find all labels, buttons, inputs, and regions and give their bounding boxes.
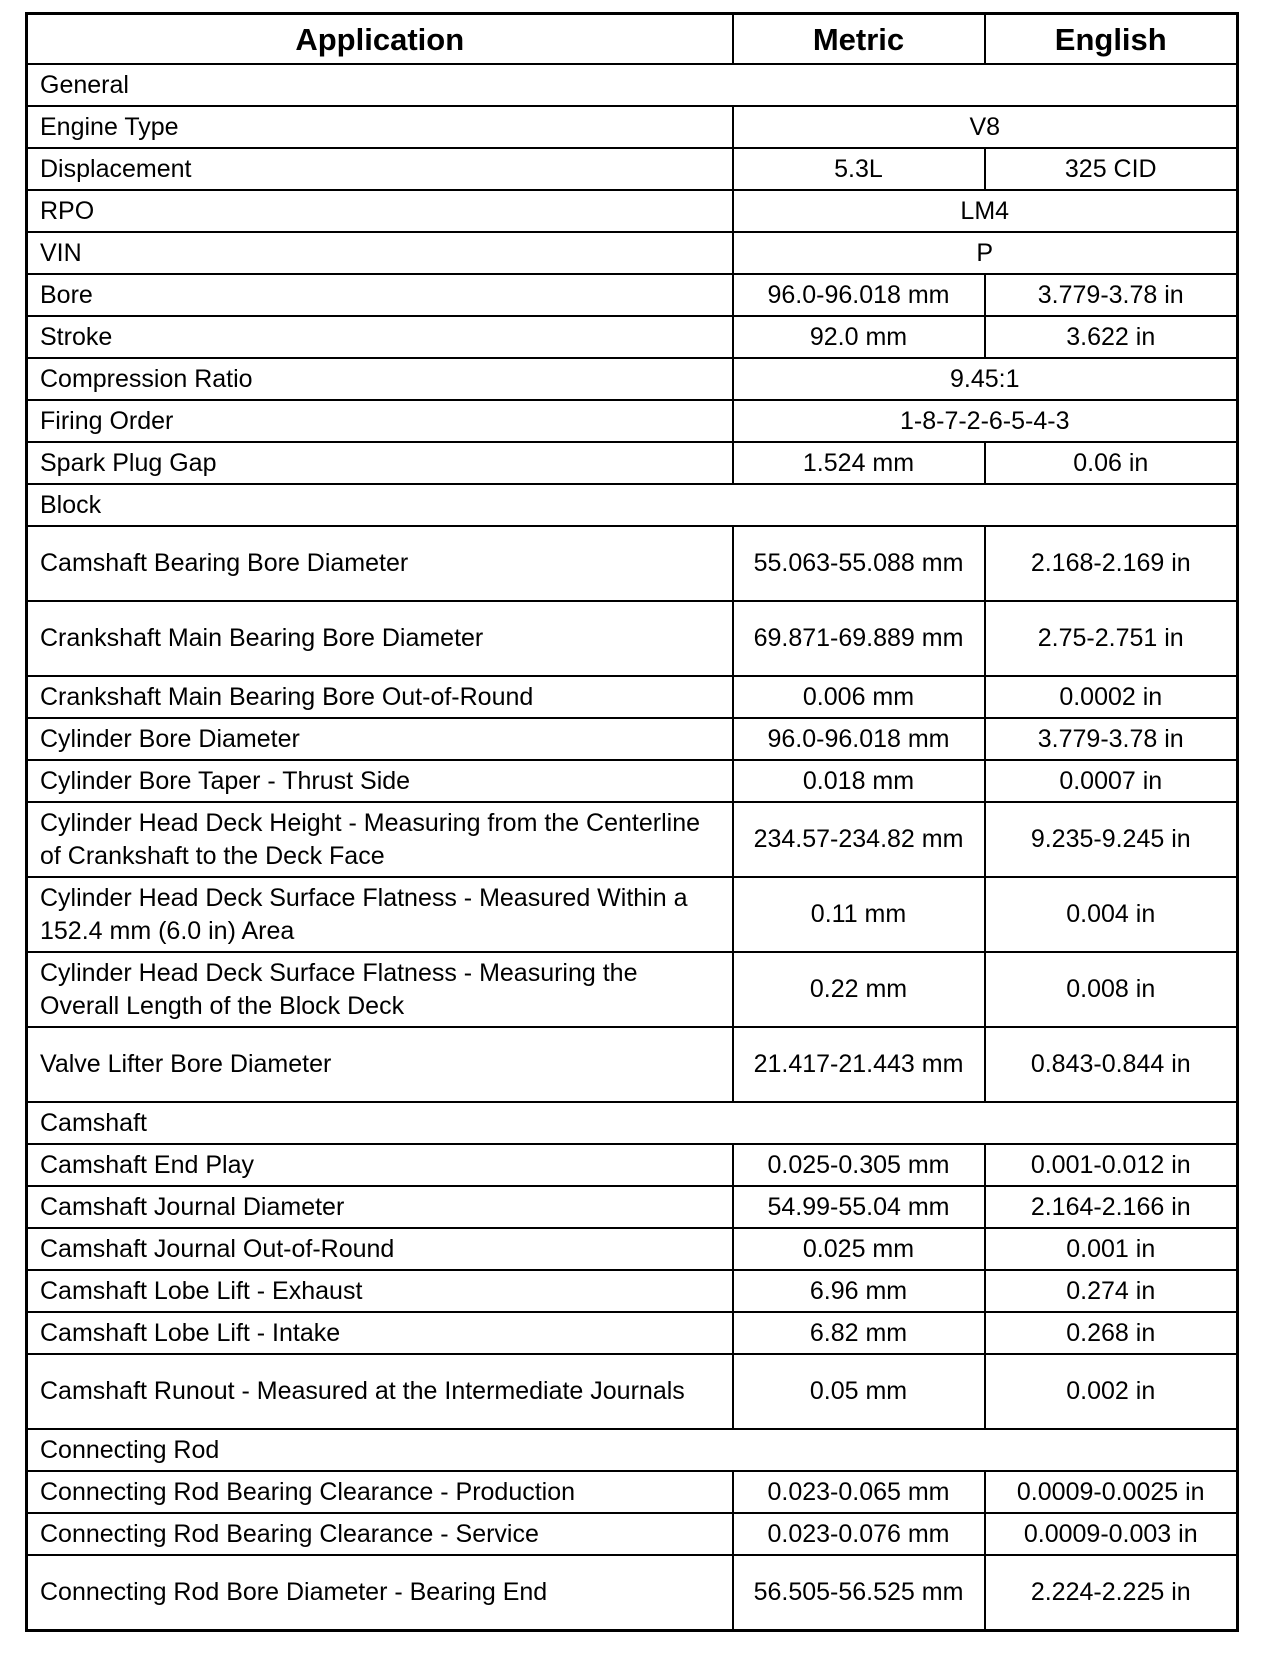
application-cell: Cylinder Head Deck Surface Flatness - Measured Within a 152.4 mm (6.0 in) Area (27, 877, 733, 952)
application-cell: Cylinder Head Deck Height - Measuring from the Centerline of Crankshaft to the Deck Face (27, 802, 733, 877)
english-cell: 0.0002 in (985, 676, 1238, 718)
table-row (27, 106, 1238, 148)
metric-cell: 0.025-0.305 mm (733, 1144, 985, 1186)
english-cell: 0.268 in (985, 1312, 1238, 1354)
header-metric: Metric (733, 14, 985, 65)
english-cell: 3.779-3.78 in (985, 274, 1238, 316)
table-row (27, 1027, 1238, 1102)
english-cell: 0.06 in (985, 442, 1238, 484)
value-cell: LM4 (733, 190, 1238, 232)
english-cell: 0.843-0.844 in (985, 1027, 1238, 1102)
table-row (27, 274, 1238, 316)
metric-cell: 0.11 mm (733, 877, 985, 952)
value-cell: P (733, 232, 1238, 274)
english-cell: 3.779-3.78 in (985, 718, 1238, 760)
section-heading: General (27, 64, 1238, 106)
metric-cell: 234.57-234.82 mm (733, 802, 985, 877)
application-cell: RPO (27, 190, 733, 232)
metric-cell: 0.018 mm (733, 760, 985, 802)
table-row (27, 190, 1238, 232)
metric-cell: 55.063-55.088 mm (733, 526, 985, 601)
table-row (27, 1228, 1238, 1270)
section-row (27, 1102, 1238, 1144)
metric-cell: 0.006 mm (733, 676, 985, 718)
table-row (27, 952, 1238, 1027)
application-cell: Crankshaft Main Bearing Bore Out-of-Round (27, 676, 733, 718)
application-cell: Compression Ratio (27, 358, 733, 400)
section-row (27, 64, 1238, 106)
value-cell: V8 (733, 106, 1238, 148)
english-cell: 0.274 in (985, 1270, 1238, 1312)
header-application: Application (27, 14, 733, 65)
application-cell: Connecting Rod Bore Diameter - Bearing End (27, 1555, 733, 1631)
engine-spec-sheet (25, 12, 1236, 1632)
english-cell: 0.004 in (985, 877, 1238, 952)
application-cell: Displacement (27, 148, 733, 190)
english-cell: 2.168-2.169 in (985, 526, 1238, 601)
application-cell: Camshaft Journal Out-of-Round (27, 1228, 733, 1270)
metric-cell: 96.0-96.018 mm (733, 718, 985, 760)
metric-cell: 0.023-0.065 mm (733, 1471, 985, 1513)
english-cell: 2.75-2.751 in (985, 601, 1238, 676)
english-cell: 0.001 in (985, 1228, 1238, 1270)
section-heading: Camshaft (27, 1102, 1238, 1144)
value-cell: 9.45:1 (733, 358, 1238, 400)
table-row (27, 316, 1238, 358)
application-cell: Bore (27, 274, 733, 316)
application-cell: Spark Plug Gap (27, 442, 733, 484)
english-cell: 0.0009-0.0025 in (985, 1471, 1238, 1513)
application-cell: Camshaft Journal Diameter (27, 1186, 733, 1228)
english-cell: 0.0007 in (985, 760, 1238, 802)
application-cell: Camshaft Lobe Lift - Exhaust (27, 1270, 733, 1312)
table-row (27, 148, 1238, 190)
header-english: English (985, 14, 1238, 65)
metric-cell: 54.99-55.04 mm (733, 1186, 985, 1228)
table-row (27, 232, 1238, 274)
table-row (27, 1354, 1238, 1429)
english-cell: 0.0009-0.003 in (985, 1513, 1238, 1555)
application-cell: Cylinder Bore Taper - Thrust Side (27, 760, 733, 802)
metric-cell: 56.505-56.525 mm (733, 1555, 985, 1631)
table-row (27, 1270, 1238, 1312)
metric-cell: 0.05 mm (733, 1354, 985, 1429)
engine-specifications-table (25, 12, 1239, 1632)
table-row (27, 1144, 1238, 1186)
table-row (27, 760, 1238, 802)
metric-cell: 6.82 mm (733, 1312, 985, 1354)
metric-cell: 5.3L (733, 148, 985, 190)
table-row (27, 676, 1238, 718)
english-cell: 3.622 in (985, 316, 1238, 358)
english-cell: 0.002 in (985, 1354, 1238, 1429)
application-cell: Camshaft Bearing Bore Diameter (27, 526, 733, 601)
metric-cell: 0.025 mm (733, 1228, 985, 1270)
metric-cell: 0.22 mm (733, 952, 985, 1027)
table-row (27, 877, 1238, 952)
metric-cell: 69.871-69.889 mm (733, 601, 985, 676)
section-heading: Connecting Rod (27, 1429, 1238, 1471)
english-cell: 2.224-2.225 in (985, 1555, 1238, 1631)
table-row (27, 1471, 1238, 1513)
table-body (27, 64, 1238, 1631)
application-cell: VIN (27, 232, 733, 274)
table-row (27, 400, 1238, 442)
table-row (27, 358, 1238, 400)
metric-cell: 0.023-0.076 mm (733, 1513, 985, 1555)
application-cell: Firing Order (27, 400, 733, 442)
english-cell: 2.164-2.166 in (985, 1186, 1238, 1228)
table-row (27, 601, 1238, 676)
english-cell: 0.001-0.012 in (985, 1144, 1238, 1186)
table-row (27, 1555, 1238, 1631)
table-header-row (27, 14, 1238, 65)
table-row (27, 1513, 1238, 1555)
application-cell: Cylinder Bore Diameter (27, 718, 733, 760)
english-cell: 9.235-9.245 in (985, 802, 1238, 877)
metric-cell: 96.0-96.018 mm (733, 274, 985, 316)
english-cell: 0.008 in (985, 952, 1238, 1027)
section-heading: Block (27, 484, 1238, 526)
application-cell: Camshaft Lobe Lift - Intake (27, 1312, 733, 1354)
metric-cell: 92.0 mm (733, 316, 985, 358)
application-cell: Camshaft Runout - Measured at the Intermediate Journals (27, 1354, 733, 1429)
section-row (27, 484, 1238, 526)
english-cell: 325 CID (985, 148, 1238, 190)
application-cell: Cylinder Head Deck Surface Flatness - Measuring the Overall Length of the Block Deck (27, 952, 733, 1027)
table-row (27, 442, 1238, 484)
metric-cell: 6.96 mm (733, 1270, 985, 1312)
table-row (27, 526, 1238, 601)
application-cell: Crankshaft Main Bearing Bore Diameter (27, 601, 733, 676)
application-cell: Stroke (27, 316, 733, 358)
application-cell: Connecting Rod Bearing Clearance - Production (27, 1471, 733, 1513)
table-row (27, 802, 1238, 877)
metric-cell: 21.417-21.443 mm (733, 1027, 985, 1102)
application-cell: Connecting Rod Bearing Clearance - Service (27, 1513, 733, 1555)
table-row (27, 1312, 1238, 1354)
section-row (27, 1429, 1238, 1471)
metric-cell: 1.524 mm (733, 442, 985, 484)
application-cell: Camshaft End Play (27, 1144, 733, 1186)
value-cell: 1-8-7-2-6-5-4-3 (733, 400, 1238, 442)
table-row (27, 1186, 1238, 1228)
application-cell: Engine Type (27, 106, 733, 148)
application-cell: Valve Lifter Bore Diameter (27, 1027, 733, 1102)
table-row (27, 718, 1238, 760)
